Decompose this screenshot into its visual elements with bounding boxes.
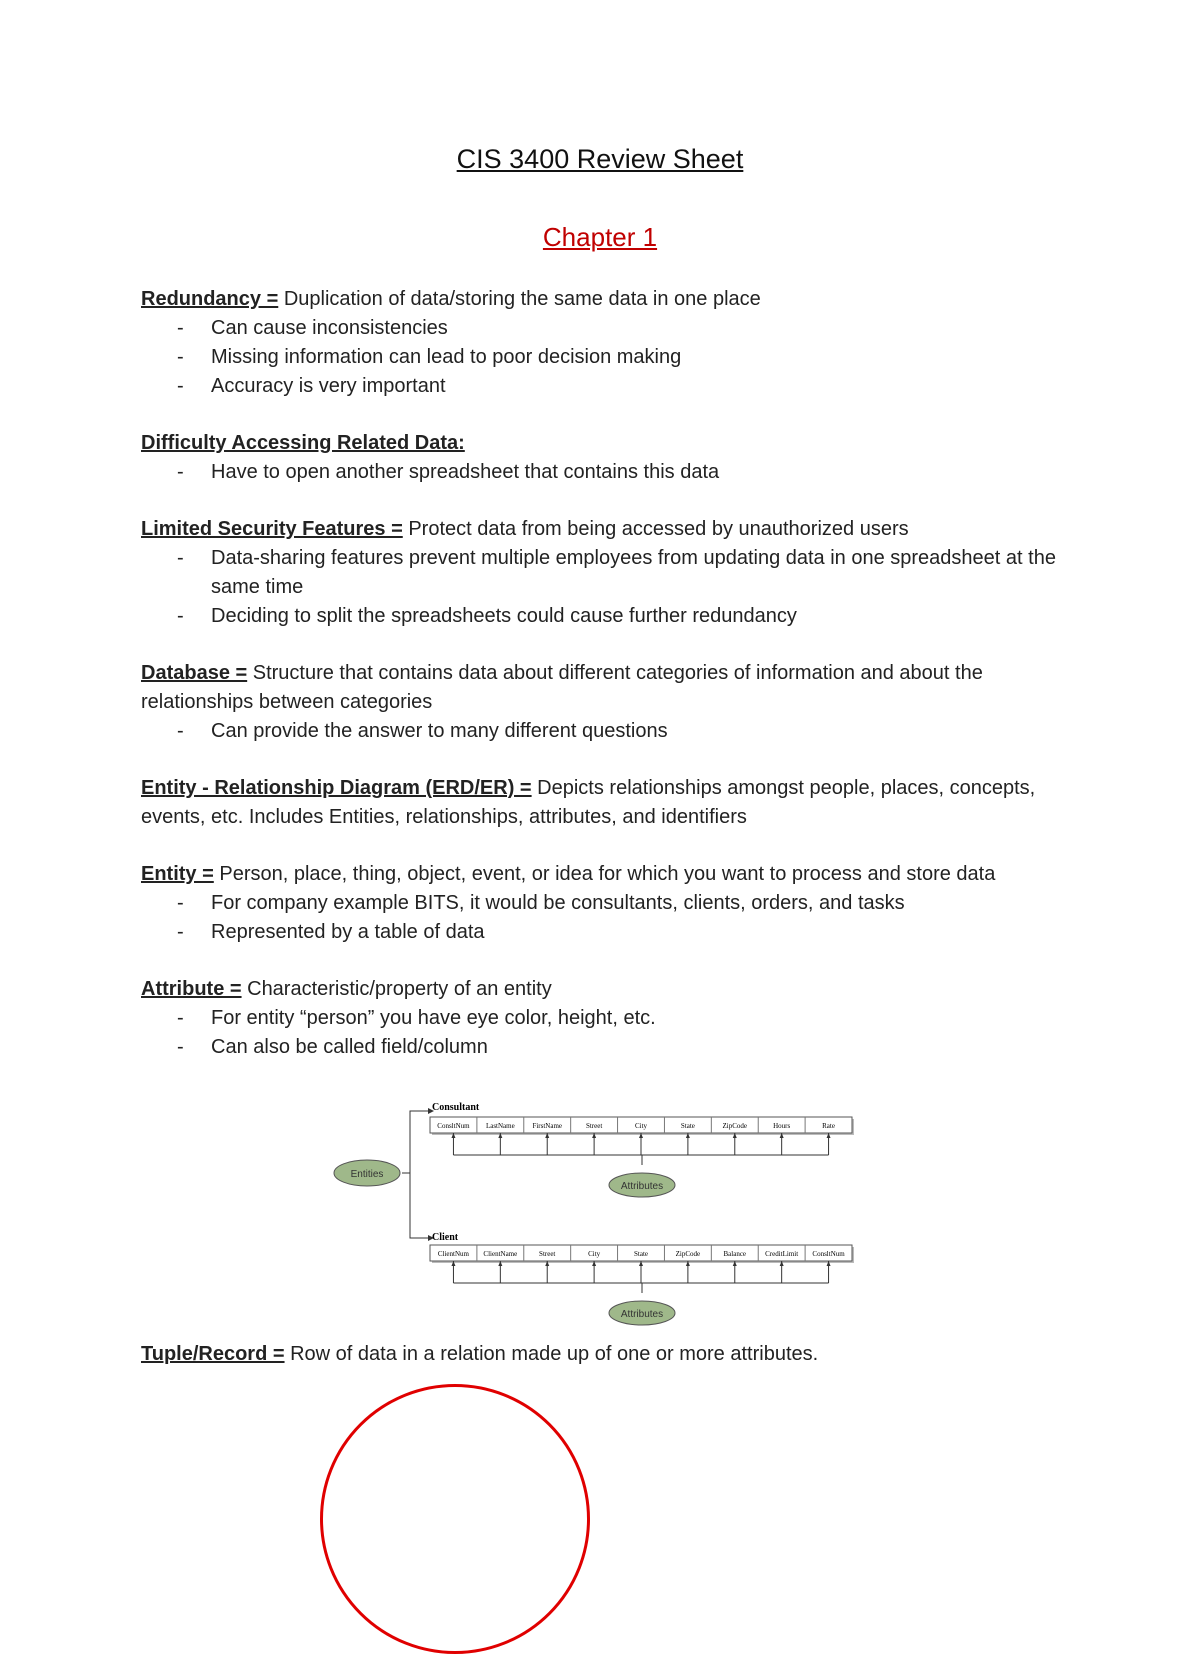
- term: Difficulty Accessing Related Data:: [141, 432, 465, 454]
- term: Limited Security Features =: [141, 518, 403, 540]
- section: [141, 860, 1081, 947]
- section: [141, 285, 1081, 401]
- bullet-item: - Can also be called field/column: [141, 1033, 1081, 1062]
- definition: [141, 515, 1081, 544]
- client-field: City: [588, 1250, 601, 1258]
- definition: [141, 975, 1081, 1004]
- bullet-list: [141, 889, 1081, 947]
- definition-text: Duplication of data/storing the same data in one place: [278, 288, 761, 310]
- client-field: ClientNum: [437, 1250, 470, 1258]
- tuple-term: Tuple/Record =: [141, 1343, 285, 1365]
- definition: [141, 429, 1081, 458]
- consultant-field: Street: [585, 1122, 603, 1130]
- bullet-list: [141, 1004, 1081, 1062]
- bullet-item: - Can provide the answer to many different questions: [141, 717, 1081, 746]
- client-field: CreditLimit: [765, 1250, 799, 1258]
- definition-text: Characteristic/property of an entity: [241, 978, 552, 1000]
- consultant-field: LastName: [485, 1122, 515, 1130]
- definition-text: Person, place, thing, object, event, or idea for which you want to process and store data: [213, 863, 996, 885]
- consultant-field: Rate: [822, 1122, 835, 1130]
- document-body: [141, 285, 1081, 1090]
- section: [141, 774, 1081, 832]
- section: [141, 975, 1081, 1062]
- definition: [141, 774, 1081, 832]
- client-field: ConsltNum: [812, 1250, 845, 1258]
- consultant-field: ZipCode: [722, 1122, 748, 1130]
- bullet-item: - Accuracy is very important: [141, 372, 1081, 401]
- client-field: State: [634, 1250, 648, 1258]
- definition-text: Protect data from being accessed by unauthorized users: [402, 518, 909, 540]
- consultant-field: ConsltNum: [437, 1122, 470, 1130]
- bullet-item: - Deciding to split the spreadsheets could cause further redundancy: [141, 602, 1081, 631]
- consultant-label: Consultant: [432, 1102, 480, 1113]
- bullet-list: [141, 458, 1081, 487]
- attributes-label-consultant: Attributes: [620, 1181, 664, 1192]
- consultant-field: State: [680, 1122, 695, 1130]
- tuple-definition: [141, 1343, 818, 1366]
- bullet-list: [141, 544, 1081, 631]
- attributes-label-client: Attributes: [620, 1309, 664, 1320]
- definition: [141, 860, 1081, 889]
- consultant-field: FirstName: [532, 1122, 563, 1130]
- bullet-item: - Data-sharing features prevent multiple employees from updating data in one spreadsheet at the same time: [141, 544, 1081, 602]
- section: [141, 659, 1081, 746]
- client-field: Street: [539, 1250, 556, 1258]
- client-field: ZipCode: [675, 1250, 701, 1258]
- term: Entity - Relationship Diagram (ERD/ER) =: [141, 777, 532, 799]
- client-field: Balance: [723, 1250, 747, 1258]
- consultant-field: City: [634, 1122, 648, 1130]
- term: Database =: [141, 662, 248, 684]
- bullet-item: - For entity “person” you have eye color, height, etc.: [141, 1004, 1081, 1033]
- term: Attribute =: [141, 978, 242, 1000]
- definition: [141, 285, 1081, 314]
- bullet-item: - Have to open another spreadsheet that contains this data: [141, 458, 1081, 487]
- connector-consultant: [410, 1111, 428, 1173]
- tuple-text: Row of data in a relation made up of one or more attributes.: [284, 1343, 819, 1365]
- bullet-item: - Missing information can lead to poor decision making: [141, 343, 1081, 372]
- consultant-field: Hours: [773, 1122, 791, 1130]
- bullet-list: [141, 314, 1081, 401]
- client-table: [430, 1245, 854, 1293]
- red-circle-annotation: [320, 1384, 590, 1654]
- definition: [141, 659, 1081, 717]
- section: [141, 429, 1081, 487]
- bullet-item: - For company example BITS, it would be consultants, clients, orders, and tasks: [141, 889, 1081, 918]
- definition-text: Structure that contains data about different categories of information and about the relationships between categories: [141, 662, 983, 713]
- chapter-heading: Chapter 1: [542, 222, 658, 252]
- section: [141, 515, 1081, 631]
- entities-label: Entities: [350, 1169, 384, 1180]
- client-label: Client: [432, 1232, 459, 1243]
- term: Entity =: [141, 863, 214, 885]
- document-title: CIS 3400 Review Sheet: [456, 144, 744, 174]
- bullet-item: - Represented by a table of data: [141, 918, 1081, 947]
- entity-attribute-diagram: [320, 1093, 880, 1333]
- client-field: ClientName: [483, 1250, 518, 1258]
- bullet-list: [141, 717, 1081, 746]
- bullet-item: - Can cause inconsistencies: [141, 314, 1081, 343]
- term: Redundancy =: [141, 288, 279, 310]
- definition-text: Depicts relationships amongst people, places, concepts, events, etc. Includes Entities, relationships, attributes, and identifiers: [141, 777, 1036, 828]
- consultant-table: [430, 1117, 854, 1165]
- connector-client: [410, 1173, 428, 1238]
